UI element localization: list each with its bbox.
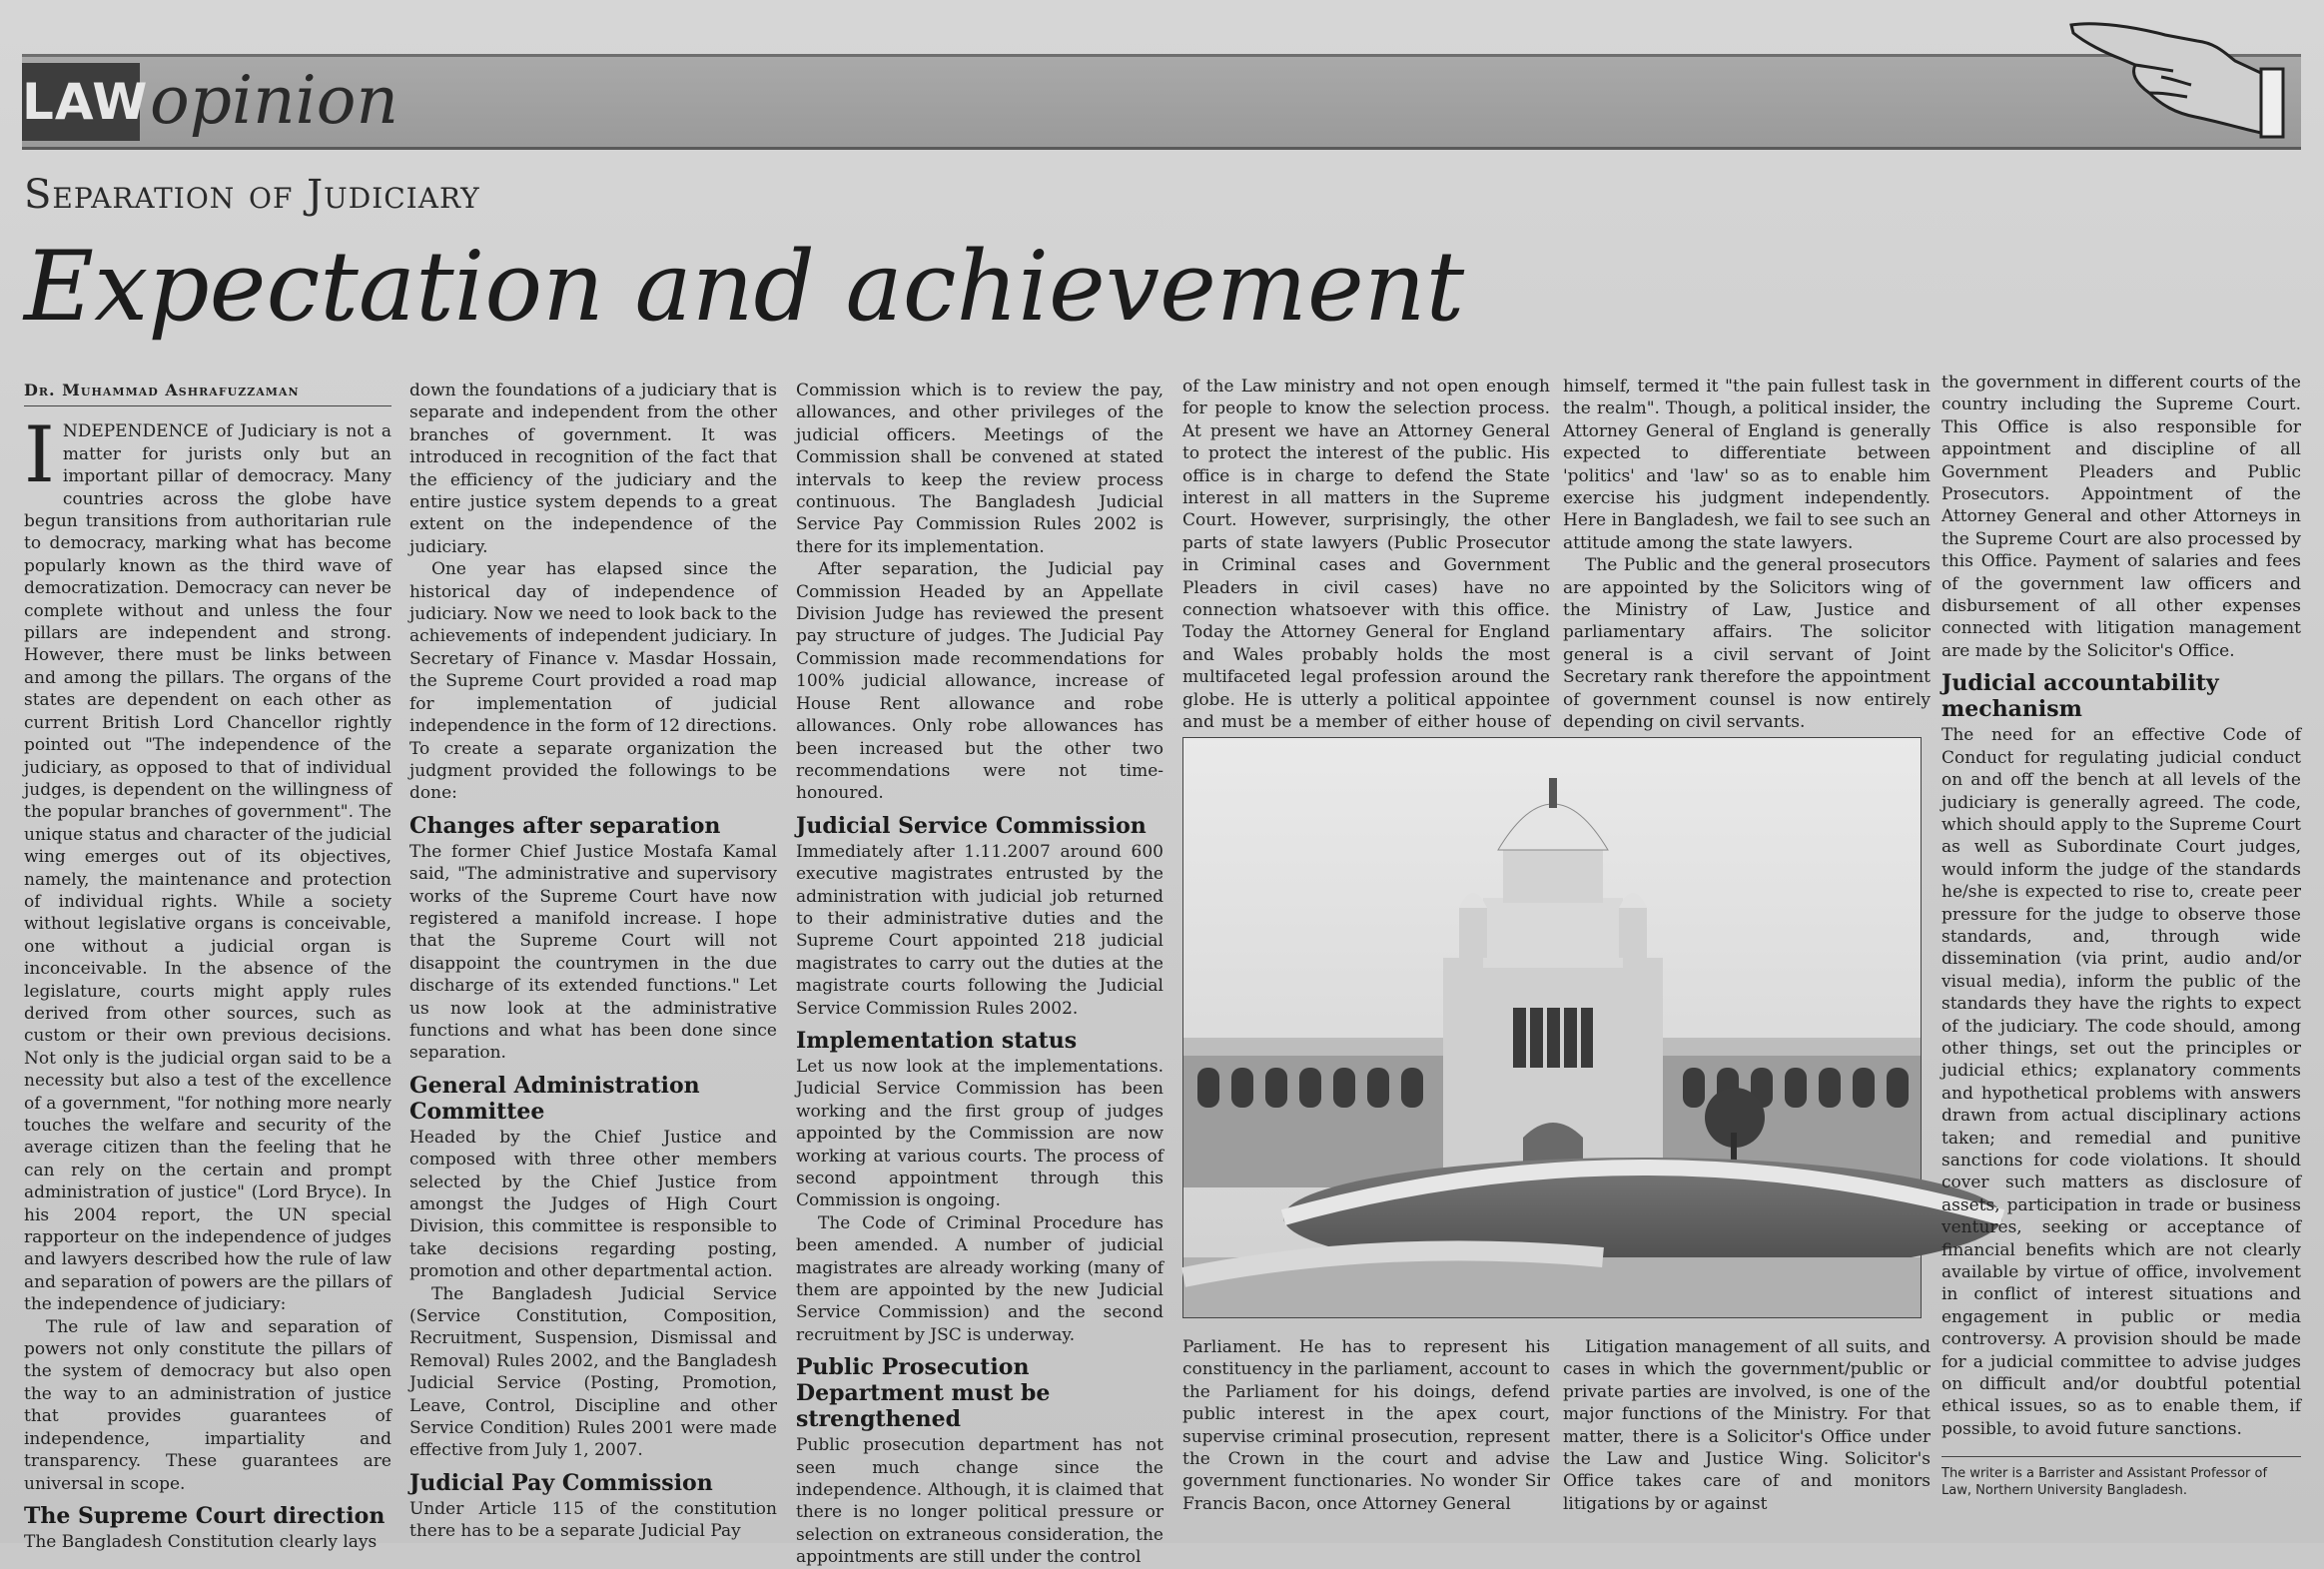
paragraph: The Code of Criminal Procedure has been amended. A number of judicial magistrates are already working (many of them are appointed by the new Judicial Service Commission) and the second recruitment by JSC is underway. [796,1212,1163,1345]
article-column-4-bottom [1182,1336,1550,1536]
article-column-3 [796,380,1163,1568]
paragraph: the government in different courts of the country including the Supreme Court. This Office is also responsible for appointment and discipline of all Government Pleaders and Public Prosecutors. Appointment of the Attorney General and other Attorneys in the Supreme Court are also processed by this Office. Payment of salaries and fees of the government law officers and disbursement of all other expenses connected with litigation management are made by the Solicitor's Office. [1941,373,2301,661]
paragraph: Commission which is to review the pay, allowances, and other privileges of the judicial officers. Meetings of the Commission shall be convened at stated intervals to keep the review process continuous. The Bangladesh Judicial Service Pay Commission Rules 2002 is there for its implementation. [796,381,1163,557]
section-banner [22,54,2301,150]
paragraph: Public prosecution department has not seen much change since the independence. Although, it is claimed that there is no longer political pressure or selection on extraneous consideration, the appointments are still under the control [796,1435,1163,1568]
article-kicker: Separation of Judiciary [24,172,480,218]
byline: Dr. Muhammad Ashrafuzzaman [24,380,391,406]
paragraph: Litigation management of all suits, and cases in which the government/public or private parties are involved, is one of the major functions of the Ministry. For that matter, there is a Solicitor's Office under the Law and Justice Wing. Solicitor's Office takes care of and monitors litigations by or against [1563,1337,1931,1514]
paragraph: INDEPENDENCE of Judiciary is not a matter for jurists only but an important pillar of democracy. Many countries across the globe have begun transitions from authoritarian rule to democracy, marking what has become popularly known as the third wave of democratization. Democracy can never be complete without and unless the four pillars are independent and strong. However, there must be links between and among the pillars. The organs of the states are dependent on each other as current British Lord Chancellor rightly pointed out "The independence of the judiciary, as opposed to that of individual judges, is dependent on the willingness of the popular branches of government". The unique status and character of the judicial wing emerges out of its objectives, namely, the maintenance and protection of individual rights. While a society without legislative organs is conceivable, one without a judicial organ is inconceivable. In the absence of the legislature, courts might apply rules derived from other sources, such as custom or their own previous decisions. Not only is the judicial organ said to be a necessity but also a test of the excellence of a government, "for nothing more nearly touches the welfare and security of the average citizen than the feeling that he can rely on the certain and prompt administration of justice" (Lord Bryce). In his 2004 report, the UN special rapporteur on the independence of judges and lawyers described how the rule of law and separation of powers are the pillars of the independence of judiciary: [24,410,391,1315]
supreme-court-building-image [1183,738,1921,1317]
paragraph: After separation, the Judicial pay Commission Headed by an Appellate Division Judge has reviewed the present pay structure of judges. The Judicial Pay Commission made recommendations for 100% judicial allowance, increase of House Rent allowance and robe allowances. Only robe allowances has been increased but the other two recommendations were not time-honoured. [796,559,1163,804]
article-column-5-bottom [1563,1336,1931,1536]
law-badge: LAW [22,63,140,141]
article-column-4-top [1182,376,1550,733]
subheading: Implementation status [796,1027,1078,1054]
paragraph: Let us now look at the implementations. Judicial Service Commission has been working and the first group of judges appointed by the Commission are now working at various courts. The process of second appointment through this Commission is ongoing. [796,1056,1163,1211]
paragraph: One year has elapsed since the historical day of independence of judiciary. Now we need to look back to the achievements of independent judiciary. In Secretary of Finance v. Masdar Hossain, the Supreme Court provided a road map for implementation of judicial independence in the form of 12 directions. To create a separate organization the judgment provided the followings to be done: [409,559,777,804]
paragraph: of the Law ministry and not open enough for people to know the selection process. At present we have an Attorney General to protect the interest of the public. His office is in charge to defend the State interest in all matters in the Supreme Court. However, surprisingly, the other parts of state lawyers (Public Prosecutor in Criminal cases and Government Pleaders in civil cases) have no connection whatsoever with this office. Today the Attorney General for England and Wales probably holds the most multifaceted legal profession around the globe. He is utterly a political appointee and must be a member of either house of [1182,377,1550,733]
paragraph: The need for an effective Code of Conduct for regulating judicial conduct on and off the bench at all levels of the judiciary is generally agreed. The code, which should apply to the Supreme Court as well as Subordinate Court judges, would inform the judge of the standards he/she is expected to rise to, create peer pressure for the judge to observe those standards, and, through wide dissemination (via print, audio and/or visual media), inform the public of the standards they have the rights to expect of the judiciary. The code should, among other things, set out the principles or judicial ethics; explanatory comments and hypothetical problems with answers drawn from actual disciplinary actions taken; and remedial and punitive sanctions for code violations. It should cover such matters as disclosure of assets, participation in trade or business ventures, seeking or acceptance of financial benefits which are not clearly available by virtue of office, involvement in conflict of interest situations and engagement in public or media controversy. A provision should be made for a judicial committee to advise judges on difficult and/or doubtful potential ethical issues, so as to enable them, if possible, to avoid future sanctions. [1941,725,2301,1439]
author-note: The writer is a Barrister and Assistant Professor of Law, Northern University Bangladesh. [1941,1456,2301,1499]
paragraph: The former Chief Justice Mostafa Kamal said, "The administrative and supervisory works of the Supreme Court have now registered a manifold increase. I hope that the Supreme Court will not disappoint the countrymen in the due discharge of its extended functions." Let us now look at the administrative functions and what has been done since separation. [409,841,777,1064]
paragraph: The Bangladesh Judicial Service (Service Constitution, Composition, Recruitment, Suspension, Dismissal and Removal) Rules 2002, and the Bangladesh Judicial Service (Posting, Promotion, Leave, Control, Discipline and other Service Condition) Rules 2001 were made effective from July 1, 2007. [409,1283,777,1461]
subheading: Judicial accountability mechanism [1941,670,2219,723]
drop-cap: I [24,410,55,501]
paragraph: Headed by the Chief Justice and composed with three other members selected by the Chief Justice from amongst the Judges of High Court Division, this committee is responsible to take decisions regarding posting, promotion and other departmental action. [409,1127,777,1282]
subheading: Judicial Service Commission [796,812,1147,839]
paragraph: The rule of law and separation of powers not only constitute the pillars of the system of democracy but also open the way to an administration of justice that provides guarantees of independence, impartiality and transparency. These guarantees are universal in scope. [24,1316,391,1494]
subheading: Public Prosecution Department must be strengthened [796,1354,1051,1433]
article-column-6 [1941,372,2301,1530]
subheading: Judicial Pay Commission [409,1469,713,1496]
section-name: opinion [150,62,398,139]
paragraph: The Public and the general prosecutors are appointed by the Solicitors wing of the Ministry of Law, Justice and parliamentary affairs. The solicitor general is a civil servant of Joint Secretary rank therefore the appointment of government counsel is now entirely depending on civil servants. [1563,555,1931,733]
article-column-2 [409,380,777,1542]
paragraph: down the foundations of a judiciary that is separate and independent from the other branches of government. It was introduced in recognition of the fact that the efficiency of the judiciary and the entire justice system depends to a great extent on the independence of the judiciary. [409,381,777,557]
paragraph: himself, termed it "the pain fullest task in the realm". Though, a political insider, the Attorney General of England is generally expected to differentiate between 'politics' and 'law' so as to enable him exercise his judgment independently. Here in Bangladesh, we fail to see such an attitude among the state lawyers. [1563,377,1931,553]
paragraph: The Bangladesh Constitution clearly lays [24,1531,378,1552]
supreme-court-photo [1182,737,1922,1318]
paragraph: Parliament. He has to represent his constituency in the parliament, account to the Parliament for his doings, defend public interest in the apex court, supervise criminal prosecution, represent the Crown in the court and advise government functionaries. No wonder Sir Francis Bacon, once Attorney General [1182,1337,1550,1514]
article-headline: Expectation and achievement [24,231,1465,343]
subheading: General Administration Committee [409,1072,700,1125]
article-column-5-top [1563,376,1931,733]
paragraph: Immediately after 1.11.2007 around 600 executive magistrates entrusted by the administration with judicial job returned to their administrative duties and the Supreme Court appointed 218 judicial magistrates to carry out the duties at the magistrate courts following the Judicial Service Commission Rules 2002. [796,841,1163,1019]
paragraph: Under Article 115 of the constitution there has to be a separate Judicial Pay [409,1498,777,1542]
subheading: Changes after separation [409,812,721,839]
subheading: The Supreme Court direction [24,1502,386,1529]
pointing-hand-icon [2065,13,2285,143]
article-column-1 [24,380,391,1552]
